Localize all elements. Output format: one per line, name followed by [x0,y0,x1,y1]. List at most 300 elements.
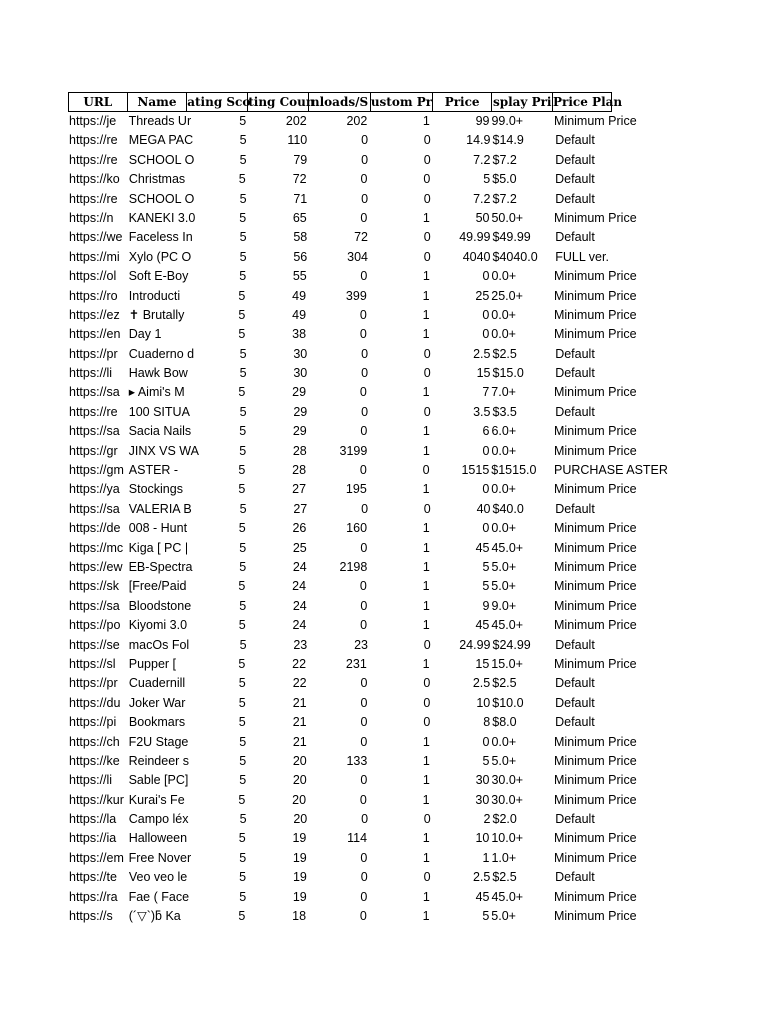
cell-rating-score: 5 [239,133,247,148]
cell-price-plan: Default [555,501,595,516]
table-row [68,907,637,926]
cell-display-price: $2.5 [492,870,517,885]
header-row [68,92,623,112]
table-row [68,287,637,306]
cell-price: 7.2 [473,152,491,167]
cell-price: 0 [482,443,490,458]
cell-price-plan: Minimum Price [554,889,637,904]
cell-display-price: 0.0+ [491,307,516,322]
cell-price: 7.2 [473,191,491,206]
cell-downloads: 0 [360,424,368,439]
cell-price: 49.99 [459,230,491,245]
cell-price: 10 [475,831,490,846]
cell-downloads: 133 [346,753,368,768]
cell-price: 2.5 [472,676,491,691]
cell-price-plan: Default [555,715,595,730]
cell-downloads: 0 [361,133,369,148]
cell-url: https://re [69,404,118,419]
cell-name: Joker War [128,695,186,710]
cell-custom-price: 1 [422,424,430,439]
cell-name: VALERIA B [128,501,192,516]
cell-url: https://re [69,133,118,148]
cell-rating-score: 5 [239,559,247,574]
cell-url: https://sa [69,424,120,439]
cell-rating-score: 5 [238,792,246,807]
cell-downloads: 0 [361,366,369,381]
cell-url: https://kur [69,792,124,807]
cell-rating-score: 5 [238,695,246,710]
cell-name: JINX VS WA [128,443,199,458]
cell-rating-score: 5 [239,230,247,245]
cell-custom-price: 0 [423,501,431,516]
cell-price: 5 [482,753,490,768]
cell-display-price: 0.0+ [491,521,517,536]
cell-rating-score: 5 [239,210,247,225]
cell-custom-price: 1 [422,656,430,671]
table-row [68,170,612,189]
cell-downloads: 0 [361,191,369,206]
cell-price: 7 [482,385,490,400]
header-display-price: splay Pri [491,92,553,112]
cell-rating-score: 5 [239,424,247,439]
cell-rating-score: 5 [239,152,247,167]
cell-rating-score: 5 [239,404,247,419]
cell-rating-score: 5 [238,676,246,691]
cell-display-price: $2.5 [492,346,517,361]
cell-name: Faceless In [128,230,193,245]
cell-url: https://ke [69,753,120,768]
table-row [68,267,637,286]
cell-price-plan: Minimum Price [553,792,637,807]
cell-url: https://sa [69,501,120,516]
cell-rating-score: 5 [238,618,246,633]
cell-custom-price: 1 [422,269,430,284]
cell-custom-price: 1 [422,385,430,400]
cell-price: 45 [475,889,490,904]
cell-custom-price: 1 [422,327,430,342]
cell-url: https://ch [69,734,120,749]
cell-name: macOs Fol [128,637,190,652]
cell-display-price: $7.2 [492,152,517,167]
table-row [68,733,637,752]
cell-name: Day 1 [128,327,162,342]
cell-display-price: 0.0+ [491,327,516,342]
cell-custom-price: 1 [422,889,430,904]
cell-price-plan: Default [555,172,595,187]
cell-price: 15 [476,366,491,381]
table-row [68,442,637,461]
cell-url: https://gr [69,443,118,458]
table-row [68,422,637,441]
cell-rating-score: 5 [238,385,246,400]
cell-price-plan: Default [555,676,595,691]
table-row [68,539,637,558]
cell-price-plan: Minimum Price [554,559,637,574]
table-row [68,325,637,344]
table-row [68,888,637,907]
cell-price: 5 [483,172,491,187]
cell-name: EB-Spectra [128,559,193,574]
cell-price-plan: Minimum Price [553,579,637,594]
cell-display-price: $7.2 [492,191,517,206]
table-row [68,771,637,790]
cell-downloads: 231 [345,656,367,671]
cell-rating-count: 22 [292,656,307,671]
cell-downloads: 0 [361,152,369,167]
cell-rating-count: 49 [292,307,307,322]
cell-name: Soft E-Boy [128,269,189,284]
cell-price: 2.5 [472,870,491,885]
cell-price-plan: Minimum Price [554,114,637,128]
cell-display-price: $15.0 [492,366,524,381]
cell-rating-count: 19 [292,870,307,885]
cell-rating-score: 5 [238,521,246,536]
table-row [68,636,612,655]
cell-display-price: $49.99 [492,230,531,245]
cell-url: https://we [69,230,123,245]
cell-name: [Free/Paid [128,579,187,594]
table-row [68,829,637,848]
cell-url: https://mc [69,540,124,555]
cell-custom-price: 1 [422,114,430,128]
cell-rating-score: 5 [239,753,247,768]
cell-downloads: 0 [359,307,367,322]
cell-custom-price: 0 [423,152,431,167]
header-url: URL [68,92,128,112]
cell-price: 0 [482,482,490,497]
cell-price: 40 [476,501,491,516]
cell-name: MEGA PAC [128,133,194,148]
cell-custom-price: 0 [423,230,431,245]
cell-rating-count: 58 [293,230,308,245]
cell-name: Christmas [128,172,186,187]
cell-rating-score: 5 [238,288,246,303]
cell-downloads: 160 [346,521,368,536]
cell-custom-price: 0 [423,812,431,827]
cell-display-price: $3.5 [492,404,517,419]
cell-downloads: 0 [359,385,367,400]
cell-rating-score: 5 [239,346,247,361]
cell-downloads: 0 [360,773,368,788]
cell-name: Reindeer s [128,753,190,768]
cell-custom-price: 0 [423,695,431,710]
cell-price-plan: Minimum Price [554,598,637,613]
cell-name: (´▽`)ƃ Ka [128,909,181,924]
cell-price-plan: Default [555,404,595,419]
cell-downloads: 0 [361,404,369,419]
cell-display-price: 45.0+ [491,540,524,555]
cell-downloads: 0 [359,463,367,478]
cell-rating-count: 28 [292,463,307,478]
cell-name: Xylo (PC O [128,249,192,264]
cell-downloads: 2198 [339,559,368,574]
table-row [68,461,668,480]
cell-price: 0 [482,307,490,322]
cell-downloads: 0 [360,618,368,633]
cell-rating-count: 20 [293,812,308,827]
cell-display-price: 30.0+ [491,773,524,788]
cell-url: https://li [69,366,113,381]
table-row [68,112,637,131]
cell-rating-score: 5 [239,812,247,827]
cell-custom-price: 0 [423,249,431,264]
table-row [68,383,637,402]
cell-display-price: 30.0+ [491,792,523,807]
table-row [68,480,637,499]
cell-price: 15 [475,656,490,671]
cell-url: https://ol [69,269,117,284]
cell-custom-price: 1 [422,540,430,555]
cell-rating-count: 56 [293,249,308,264]
cell-display-price: 0.0+ [491,482,516,497]
cell-display-price: 25.0+ [491,288,523,303]
cell-rating-score: 5 [238,463,246,478]
cell-url: https://la [69,812,117,827]
cell-name: Fae ( Face [128,889,190,904]
cell-display-price: 9.0+ [491,598,517,613]
cell-rating-count: 27 [292,482,307,497]
cell-rating-score: 5 [238,656,246,671]
cell-price: 5 [482,909,490,924]
cell-url: https://pr [69,346,118,361]
table-row [68,868,612,887]
cell-price-plan: Default [555,870,595,885]
cell-price-plan: Default [555,191,595,206]
cell-url: https://re [69,152,118,167]
cell-name: Pupper [ [128,656,177,671]
cell-url: https://sa [69,385,120,400]
cell-downloads: 0 [359,909,367,924]
cell-custom-price: 1 [422,559,430,574]
cell-rating-score: 5 [239,870,247,885]
cell-name: Kurai's Fe [128,792,185,807]
cell-rating-count: 19 [292,831,307,846]
cell-price-plan: Minimum Price [553,385,637,400]
cell-name: SCHOOL O [128,191,195,206]
cell-price-plan: Minimum Price [554,773,637,788]
cell-price: 25 [475,288,490,303]
cell-name: Hawk Bow [128,366,188,381]
cell-rating-count: 49 [292,288,307,303]
cell-url: https://ko [69,172,120,187]
cell-url: https://s [69,909,113,924]
cell-custom-price: 0 [423,133,431,148]
cell-price: 5 [482,559,490,574]
cell-url: https://sa [69,598,120,613]
cell-rating-count: 28 [292,443,307,458]
cell-rating-count: 21 [292,715,307,730]
cell-price: 4040 [462,249,491,264]
cell-name: Stockings [128,482,183,497]
cell-rating-score: 5 [238,482,246,497]
cell-name: ▸ Aimi's M [128,385,185,400]
cell-rating-count: 55 [292,269,307,284]
cell-rating-count: 24 [292,559,307,574]
cell-rating-count: 26 [292,521,307,536]
cell-price-plan: Default [555,133,595,148]
cell-rating-score: 5 [239,114,247,128]
cell-price-plan: Minimum Price [554,443,637,458]
cell-name: 008 - Hunt [128,521,188,536]
cell-rating-count: 29 [292,424,307,439]
cell-price-plan: Minimum Price [553,909,637,924]
cell-url: https://re [69,191,118,206]
cell-rating-count: 25 [292,540,307,555]
header-name: Name [127,92,188,112]
table-row [68,403,612,422]
cell-url: https://em [69,850,124,865]
cell-custom-price: 0 [423,870,431,885]
header-downloads: nloads/S [308,92,371,112]
cell-price-plan: Minimum Price [554,210,637,225]
cell-rating-score: 5 [239,850,247,865]
cell-price: 50 [475,210,490,225]
cell-custom-price: 1 [422,579,430,594]
cell-price: 30 [475,792,490,807]
cell-custom-price: 1 [422,443,430,458]
table-row [68,345,612,364]
cell-downloads: 0 [359,327,367,342]
cell-rating-count: 71 [293,191,308,206]
cell-downloads: 0 [361,346,369,361]
table-row [68,500,612,519]
cell-downloads: 0 [359,579,367,594]
cell-name: Kiga [ PC | [128,540,189,555]
cell-custom-price: 1 [422,288,430,303]
cell-downloads: 0 [360,889,368,904]
cell-rating-score: 5 [239,889,247,904]
cell-url: https://pi [69,715,117,730]
cell-rating-count: 38 [292,327,307,342]
cell-custom-price: 1 [422,773,430,788]
cell-downloads: 23 [354,637,369,652]
cell-name: Cuaderno d [128,346,195,361]
cell-rating-count: 29 [293,404,308,419]
cell-price: 0 [482,521,490,536]
table-row [68,364,612,383]
cell-rating-score: 5 [238,909,246,924]
cell-name: KANEKI 3.0 [128,210,196,225]
cell-custom-price: 0 [423,172,431,187]
cell-url: https://ez [69,307,120,322]
cell-url: https://ia [69,831,117,846]
table-row [68,131,612,150]
table-row [68,616,637,635]
cell-display-price: 99.0+ [491,114,524,128]
table-row [68,209,637,228]
cell-price-plan: Minimum Price [554,753,637,768]
cell-rating-count: 30 [293,366,308,381]
cell-rating-score: 5 [238,327,246,342]
cell-rating-count: 29 [292,385,307,400]
table-row [68,694,612,713]
cell-url: https://se [69,637,120,652]
table-row [68,713,612,732]
cell-price-plan: PURCHASE ASTER [553,463,668,478]
cell-price: 9 [482,598,490,613]
cell-downloads: 0 [359,792,367,807]
cell-custom-price: 1 [422,210,430,225]
cell-rating-count: 27 [293,501,308,516]
cell-rating-count: 202 [285,114,307,128]
cell-name: Sacia Nails [128,424,192,439]
cell-display-price: 50.0+ [491,210,524,225]
cell-name: Free Nover [128,850,192,865]
cell-rating-count: 23 [293,637,308,652]
table-row [68,577,637,596]
table-row [68,849,637,868]
table-row [68,558,637,577]
table-row [68,190,612,209]
cell-rating-score: 5 [239,598,247,613]
cell-price: 45 [475,618,490,633]
table-row [68,810,612,829]
table-body [68,112,668,926]
cell-display-price: $2.0 [492,812,517,827]
cell-name: Sable [PC] [128,773,189,788]
cell-custom-price: 0 [423,191,431,206]
cell-rating-count: 72 [292,172,307,187]
cell-url: https://te [69,870,117,885]
cell-downloads: 0 [361,812,369,827]
cell-price-plan: Default [555,637,595,652]
cell-name: Campo léx [128,812,189,827]
cell-downloads: 0 [360,850,368,865]
table-row [68,519,637,538]
table-row [68,655,637,674]
cell-custom-price: 1 [422,618,430,633]
cell-rating-count: 21 [292,734,307,749]
cell-price: 30 [475,773,490,788]
cell-display-price: 0.0+ [491,443,517,458]
cell-url: https://mi [69,249,120,264]
cell-price-plan: FULL ver. [555,249,609,264]
cell-downloads: 0 [360,734,368,749]
cell-display-price: 0.0+ [491,269,517,284]
cell-downloads: 304 [347,249,369,264]
header-custom-price: ustom Pr [370,92,433,112]
table-row [68,306,637,325]
cell-url: https://li [69,773,113,788]
cell-custom-price: 0 [423,676,431,691]
cell-custom-price: 1 [422,598,430,613]
cell-downloads: 0 [360,210,368,225]
table-row [68,228,612,247]
cell-price-plan: Minimum Price [553,521,637,536]
cell-url: https://po [69,618,121,633]
cell-downloads: 399 [345,288,367,303]
cell-rating-score: 5 [238,715,246,730]
cell-custom-price: 0 [423,637,431,652]
cell-rating-count: 20 [292,792,307,807]
cell-price-plan: Default [555,812,595,827]
cell-name: ASTER - [128,463,179,478]
cell-display-price: 15.0+ [491,656,523,671]
spreadsheet [68,92,668,926]
cell-name: ✝ Brutally [128,307,185,322]
cell-rating-score: 5 [239,734,247,749]
cell-rating-score: 5 [239,773,247,788]
cell-rating-count: 19 [292,889,307,904]
cell-url: https://en [69,327,121,342]
cell-price: 10 [476,695,491,710]
cell-custom-price: 1 [422,734,430,749]
cell-rating-score: 5 [239,637,247,652]
cell-price-plan: Default [555,366,595,381]
cell-price-plan: Default [555,695,595,710]
cell-downloads: 72 [354,230,369,245]
cell-display-price: $24.99 [492,637,531,652]
